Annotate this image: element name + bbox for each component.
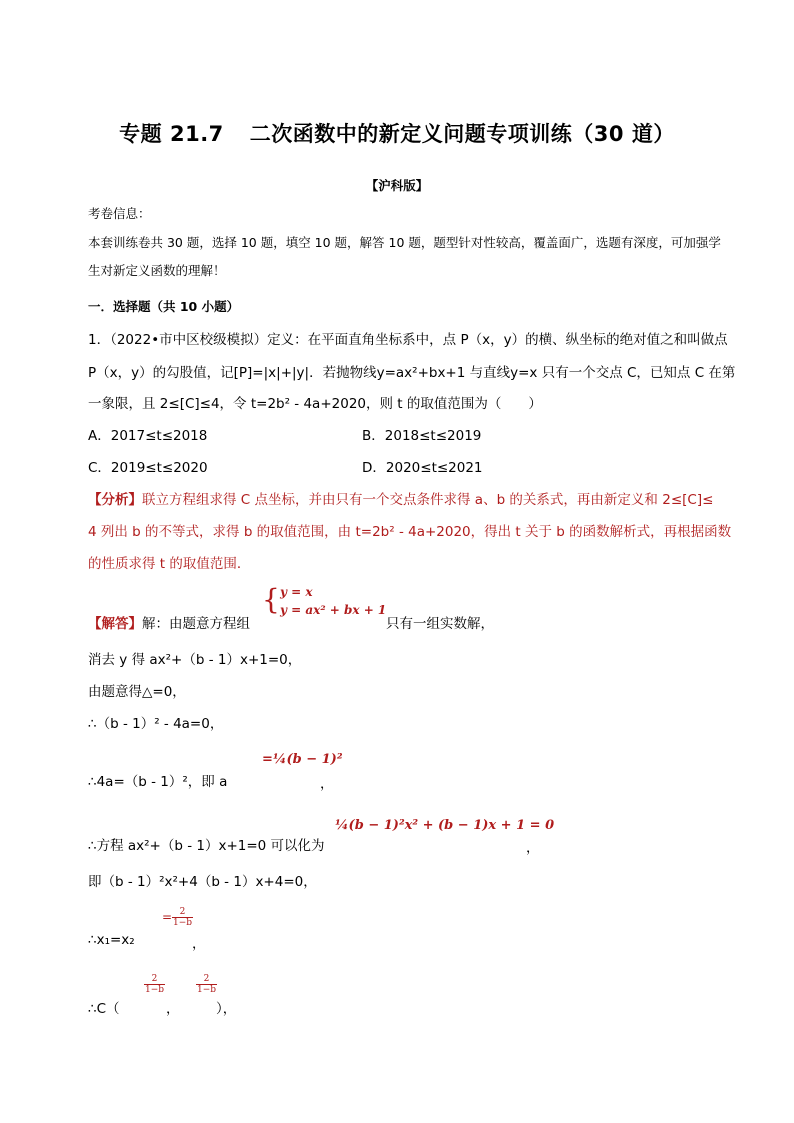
solution-step5-suffix: ， <box>526 840 540 856</box>
solution-step4-prefix: ∴4a=（b - 1）²，即 a <box>88 774 228 790</box>
solution-step3: ∴（b - 1）² - 4a=0， <box>88 716 224 732</box>
step7-equals: = <box>162 910 173 924</box>
analysis-line2: 4 列出 b 的不等式，求得 b 的取值范围，由 t=2b² - 4a+2020，得出 t 关于 b 的函数解析式，再根据函数 <box>88 524 732 540</box>
question-line3: 一象限，且 2≤[C]≤4，令 t=2b² - 4a+2020，则 t 的取值范围为（ ） <box>88 396 542 412</box>
section-heading: 一．选择题（共 10 小题） <box>88 299 240 314</box>
solution-step8-prefix: ∴C（ <box>88 1001 120 1017</box>
solution-intro <box>88 612 250 632</box>
question-line1: 1．（2022•市中区校级模拟）定义：在平面直角坐标系中，点 P（x，y）的横、纵坐标的绝对值之和叫做点 <box>88 332 728 348</box>
solution-step1: 消去 y 得 ax²+（b - 1）x+1=0， <box>88 652 302 668</box>
solution-step7-suffix: ， <box>192 936 206 952</box>
page-title <box>0 118 794 148</box>
option-d[interactable]: D．2020≤t≤2021 <box>362 460 483 476</box>
solution-step8-comma: ， <box>166 1001 180 1017</box>
analysis-line3: 的性质求得 t 的取值范围． <box>88 556 251 572</box>
info-text-line1: 本套训练卷共 30 题，选择 10 题，填空 10 题，解答 10 题，题型针对性较高，覆盖面广，选题有深度，可加强学 <box>88 235 721 250</box>
analysis-text-1: 联立方程组求得 C 点坐标，并由只有一个交点条件求得 a、b 的关系式，再由新定义和 2≤[C]≤ <box>142 492 714 508</box>
step8-fraction-x: $\frac{2}{1-b}$ <box>145 974 165 995</box>
title-number: 专题 21.7 <box>119 122 224 146</box>
step8-fraction-y: $\frac{2}{1-b}$ <box>197 974 217 995</box>
system-equation-2: y = ax² + bx + 1 <box>280 603 387 617</box>
system-brace: { <box>262 583 280 616</box>
question-line2: P（x，y）的勾股值，记[P]=|x|+|y|．若抛物线y=ax²+bx+1 与直线y=x 只有一个交点 C，已知点 C 在第 <box>88 365 736 381</box>
system-equation-1: y = x <box>280 585 313 599</box>
option-b[interactable]: B．2018≤t≤2019 <box>362 428 482 444</box>
solution-step6: 即（b - 1）²x²+4（b - 1）x+4=0， <box>88 874 317 890</box>
solution-step8-suffix: ）， <box>216 1001 237 1017</box>
option-a[interactable]: A．2017≤t≤2018 <box>88 428 208 444</box>
solution-intro-text: 解：由题意方程组 <box>142 616 250 632</box>
solution-tag: 【解答】 <box>88 616 142 632</box>
info-text-line2: 生对新定义函数的理解！ <box>88 263 226 278</box>
title-text: 二次函数中的新定义问题专项训练（30 道） <box>249 122 675 146</box>
step7-fraction: $\frac{2}{1-b}$ <box>173 907 193 928</box>
option-c[interactable]: C．2019≤t≤2020 <box>88 460 208 476</box>
solution-step5-prefix: ∴方程 ax²+（b - 1）x+1=0 可以化为 <box>88 838 325 854</box>
solution-step4-suffix: ， <box>320 776 334 792</box>
edition-label: 【沪科版】 <box>365 178 429 193</box>
solution-after-system: 只有一组实数解， <box>386 616 494 632</box>
analysis-tag: 【分析】 <box>88 492 142 508</box>
solution-step4-equation: =¼(b − 1)² <box>262 752 343 767</box>
solution-step2: 由题意得△=0， <box>88 684 186 700</box>
analysis-line1 <box>88 488 713 508</box>
info-label: 考卷信息： <box>88 206 151 221</box>
solution-step5-equation: ¼(b − 1)²x² + (b − 1)x + 1 = 0 <box>335 818 555 833</box>
solution-step7-prefix: ∴x₁=x₂ <box>88 932 135 948</box>
